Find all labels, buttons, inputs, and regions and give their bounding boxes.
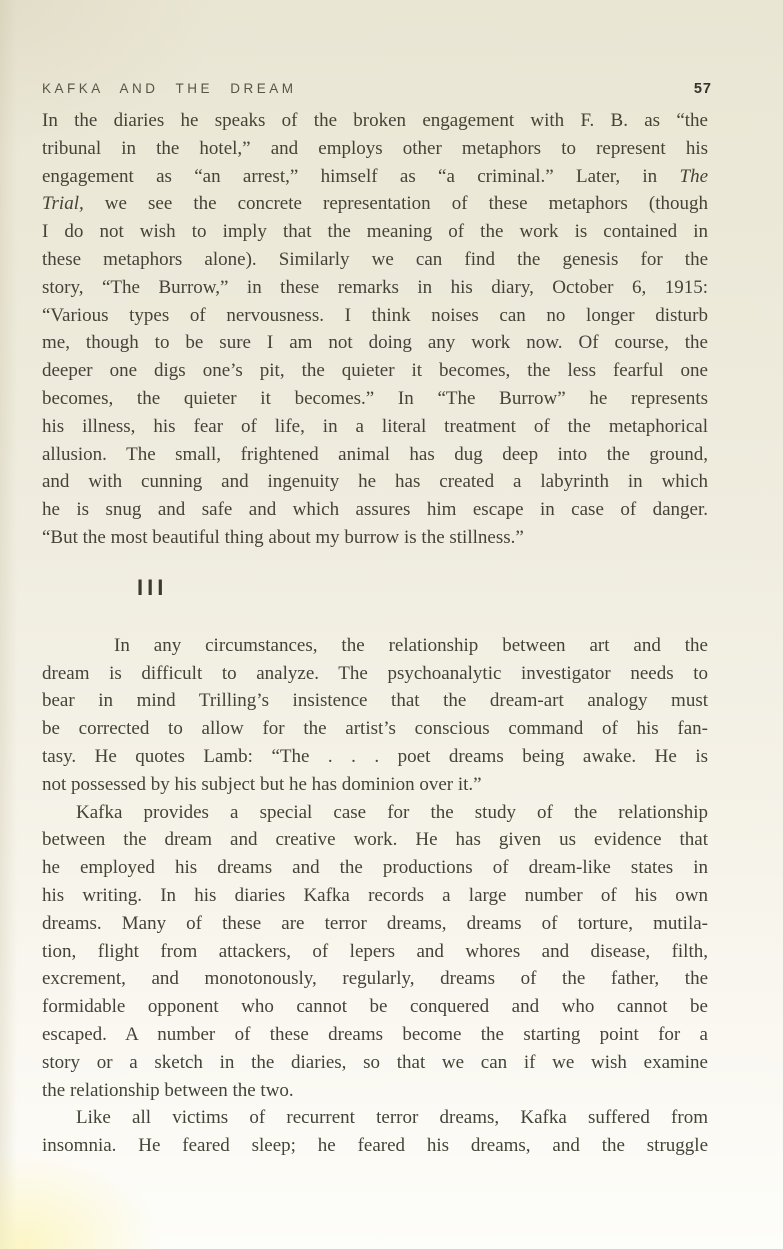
text-line: “Various types of nervousness. I think noises can no longer disturb [42,304,708,326]
text-line: In any circumstances, the relationship between art and the [114,634,708,656]
text-line: excrement, and monotonously, regularly, dreams of the father, the [42,968,708,990]
text-line: his writing. In his diaries Kafka records a large number of his own [42,884,708,906]
page-number: 57 [693,81,712,97]
body-text [42,107,708,1160]
text-line: be corrected to allow for the artist’s conscious command of his fan- [42,718,708,740]
text-line: In the diaries he speaks of the broken engagement with F. B. as “the [42,110,708,131]
text-line: bear in mind Trilling’s insistence that the dream-art analogy must [42,690,708,712]
text-line: Kafka provides a special case for the study of the relationship [76,801,708,823]
paragraph [42,799,708,1105]
text-line: me, though to be sure I am not doing any work now. Of course, the [42,332,708,354]
text-line: I do not wish to imply that the meaning of the work is contained in [42,221,708,243]
section-heading: III [137,574,168,600]
text-line: his illness, his fear of life, in a literal treatment of the metaphorical [42,415,708,437]
text-line: these metaphors alone). Similarly we can find the genesis for the [42,248,708,270]
text-line: dream is difficult to analyze. The psychoanalytic investigator needs to [42,662,708,684]
text-line: between the dream and creative work. He has given us evidence that [42,829,708,851]
text-line: dreams. Many of these are terror dreams, dreams of torture, mutila- [42,912,708,934]
text-line: Trial, we see the concrete representation of these metaphors (though [42,193,708,215]
text-line: insomnia. He feared sleep; he feared his dreams, and the struggle [42,1135,708,1157]
text-line: story or a sketch in the diaries, so that we can if we wish examine [42,1051,708,1073]
text-line: “But the most beautiful thing about my burrow is the stillness.” [42,526,524,548]
text-line: deeper one digs one’s pit, the quieter it becomes, the less fearful one [42,360,708,382]
text-line: tion, flight from attackers, of lepers and whores and disease, filth, [42,940,708,962]
text-line: not possessed by his subject but he has dominion over it.” [42,773,482,795]
text-line: Like all victims of recurrent terror dreams, Kafka suffered from [76,1107,708,1129]
running-title: KAFKA AND THE DREAM [42,81,297,96]
text-line: he is snug and safe and which assures him escape in case of danger. [42,499,708,521]
page-header [42,81,712,97]
text-line: and with cunning and ingenuity he has created a labyrinth in which [42,471,708,493]
text-line: he employed his dreams and the productions of dream-like states in [42,857,708,879]
text-line: story, “The Burrow,” in these remarks in his diary, October 6, 1915: [42,276,708,298]
paragraph [42,1104,708,1160]
paragraph [42,107,708,552]
text-line: tasy. He quotes Lamb: “The . . . poet dreams being awake. He is [42,745,708,767]
text-line: formidable opponent who cannot be conquered and who cannot be [42,996,708,1018]
text-line: becomes, the quieter it becomes.” In “The Burrow” he represents [42,387,708,409]
text-line: tribunal in the hotel,” and employs other metaphors to represent his [42,137,708,159]
text-line: the relationship between the two. [42,1079,294,1101]
paragraph [42,632,708,799]
text-line: escaped. A number of these dreams become the starting point for a [42,1023,708,1045]
text-line: allusion. The small, frightened animal has dug deep into the ground, [42,443,708,465]
text-line: engagement as “an arrest,” himself as “a criminal.” Later, in The [42,165,708,187]
